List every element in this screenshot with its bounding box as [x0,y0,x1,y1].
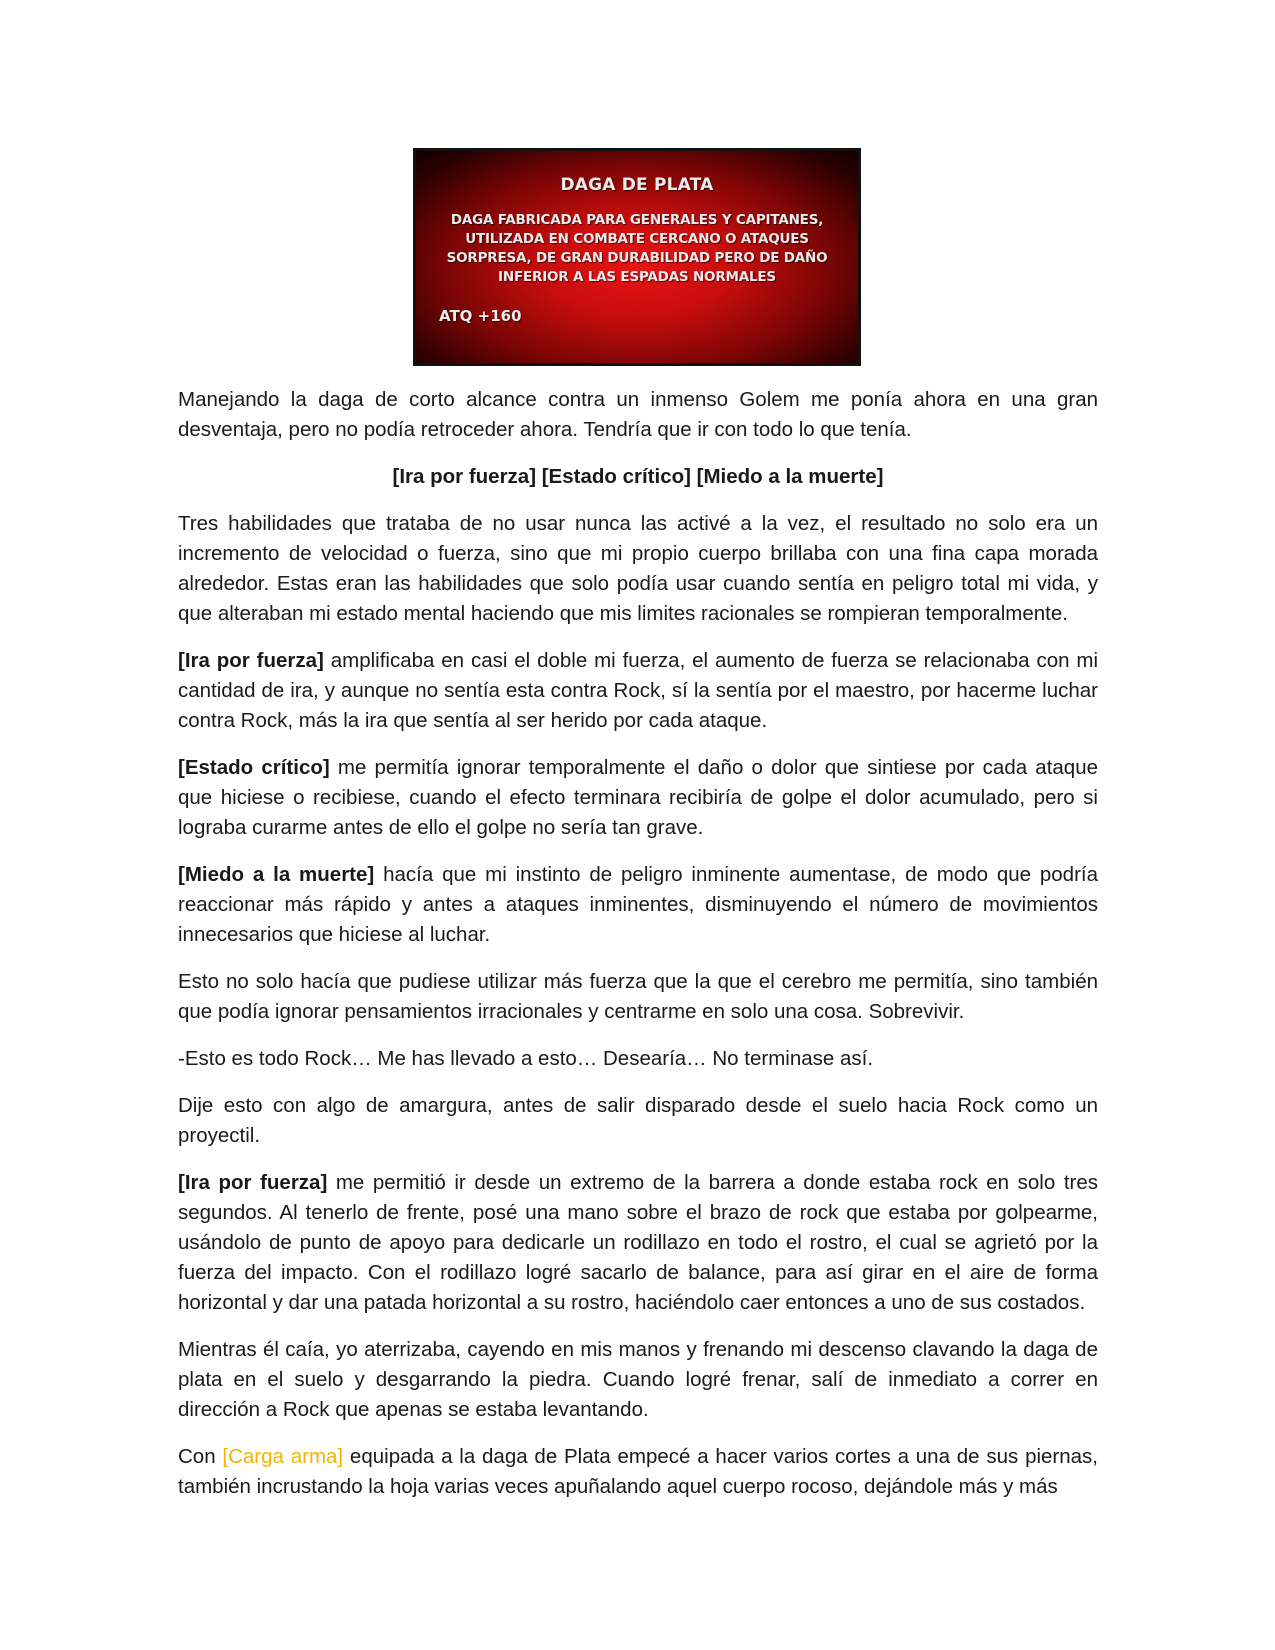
skill-label: [Ira por fuerza] [178,1171,328,1194]
paragraph [178,1168,1098,1318]
skill-label-highlighted: [Carga arma] [222,1445,344,1468]
paragraph: Mientras él caía, yo aterrizaba, cayendo en mis manos y frenando mi descenso clavando la daga de plata en el suelo y desgarrando la piedra. Cuando logré frenar, salí de inmediato a correr en dirección a Rock que apenas se estaba levantando. [178,1338,1098,1421]
paragraph: Esto no solo hacía que pudiese utilizar más fuerza que la que el cerebro me permitía, sino también que podía ignorar pensamientos irracionales y centrarme en solo una cosa. Sobrevivir. [178,970,1098,1023]
paragraph [178,753,1098,843]
paragraph-text: me permitía ignorar temporalmente el daño o dolor que sintiese por cada ataque que hiciese o recibiese, cuando el efecto terminara recibiría de golpe el dolor acumulado, pero si lograba curarme antes de ello el golpe no sería tan grave. [178,756,1098,839]
skill-label: [Estado crítico] [178,756,330,779]
paragraph-text: me permitió ir desde un extremo de la barrera a donde estaba rock en solo tres segundos. Al tenerlo de frente, posé una mano sobre el brazo de rock que estaba por golpearme, usándolo de punto de apoyo para dedicarle un rodillazo en todo el rostro, el cual se agrietó por la fuerza del impacto. Con el rodillazo logré sacarlo de balance, para así girar en el aire de forma horizontal y dar una patada horizontal a su rostro, haciéndolo caer entonces a uno de sus costados. [178,1171,1098,1314]
skill-label: [Ira por fuerza] [178,649,324,672]
paragraph-text: equipada a la daga de Plata empecé a hacer varios cortes a una de sus piernas, también incrustando la hoja varias veces apuñalando aquel cuerpo rocoso, dejándole más y más [178,1445,1098,1498]
item-info-card [413,148,861,366]
item-card-description: DAGA FABRICADA PARA GENERALES Y CAPITANES, UTILIZADA EN COMBATE CERCANO O ATAQUES SORPRESA, DE GRAN DURABILIDAD PERO DE DAÑO INFERIOR A LAS ESPADAS NORMALES [446,212,828,285]
item-card-title: DAGA DE PLATA [560,175,714,195]
skills-heading: [Ira por fuerza] [Estado crítico] [Miedo a la muerte] [392,465,884,488]
paragraph [178,1442,1098,1502]
skill-label: [Miedo a la muerte] [178,863,375,886]
paragraph-text: Con [178,1445,223,1468]
story-text [178,385,1098,1502]
paragraph: Dije esto con algo de amargura, antes de salir disparado desde el suelo hacia Rock como un proyectil. [178,1094,1098,1147]
dialogue-line: -Esto es todo Rock… Me has llevado a esto… Desearía… No terminase así. [178,1047,874,1070]
paragraph [178,860,1098,950]
paragraph: Manejando la daga de corto alcance contra un inmenso Golem me ponía ahora en una gran desventaja, pero no podía retroceder ahora. Tendría que ir con todo lo que tenía. [178,388,1098,441]
item-card-stat: ATQ +160 [439,307,522,325]
paragraph: Tres habilidades que trataba de no usar nunca las activé a la vez, el resultado no solo era un incremento de velocidad o fuerza, sino que mi propio cuerpo brillaba con una fina capa morada alrededor. Estas eran las habilidades que solo podía usar cuando sentía en peligro total mi vida, y que alteraban mi estado mental haciendo que mis limites racionales se rompieran temporalmente. [178,512,1098,625]
paragraph-text: hacía que mi instinto de peligro inminente aumentase, de modo que podría reaccionar más rápido y antes a ataques inminentes, disminuyendo el número de movimientos innecesarios que hiciese al luchar. [178,863,1098,946]
paragraph-text: amplificaba en casi el doble mi fuerza, el aumento de fuerza se relacionaba con mi cantidad de ira, y aunque no sentía esta contra Rock, sí la sentía por el maestro, por hacerme luchar contra Rock, más la ira que sentía al ser herido por cada ataque. [178,649,1098,732]
paragraph [178,646,1098,736]
